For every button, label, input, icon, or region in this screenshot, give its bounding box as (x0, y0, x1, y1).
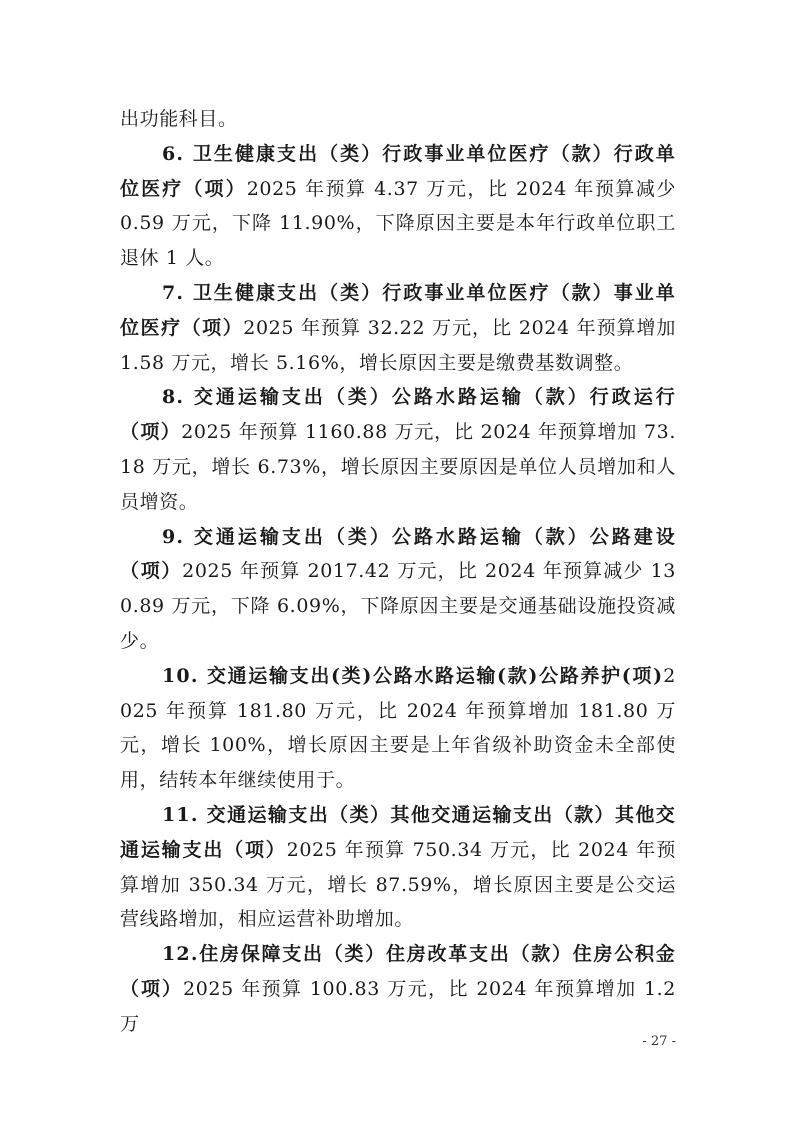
item-heading: 7. 卫生健康支出（类）行政事业单位医疗（款）事业单位医疗（项） (120, 281, 676, 339)
item-heading: 9. 交通运输支出（类）公路水路运输（款）公路建设（项） (120, 525, 676, 583)
item-paragraph-9 (120, 520, 676, 659)
item-heading: 11. 交通运输支出（类）其他交通运输支出（款）其他交通运输支出（项） (120, 803, 676, 861)
item-body: 2025 年预算 100.83 万元，比 2024 年预算增加 1.2 万 (120, 977, 676, 1035)
item-paragraph-8 (120, 380, 676, 519)
intro-text: 出功能科目。 (120, 108, 238, 130)
item-paragraph-6 (120, 137, 676, 276)
item-paragraph-10 (120, 659, 676, 798)
item-paragraph-12 (120, 937, 676, 1041)
item-body: 2025 年预算 32.22 万元，比 2024 年预算增加 1.58 万元，增长 5.16%，增长原因主要是缴费基数调整。 (120, 316, 676, 374)
item-body: 2025 年预算 750.34 万元，比 2024 年预算增加 350.34 万元，增长 87.59%，增长原因主要是公交运营线路增加，相应运营补助增加。 (120, 838, 677, 931)
item-heading: 8. 交通运输支出（类）公路水路运输（款）行政运行（项） (120, 386, 676, 444)
page-number: - 27 - (642, 1034, 676, 1049)
item-paragraph-7 (120, 276, 676, 380)
item-heading: 6. 卫生健康支出（类）行政事业单位医疗（款）行政单位医疗（项） (120, 142, 676, 200)
item-paragraph-11 (120, 798, 676, 937)
item-heading: 12.住房保障支出（类）住房改革支出（款）住房公积金（项） (120, 943, 676, 1000)
item-body: 2025 年预算 181.80 万元，比 2024 年预算增加 181.80 万元，增长 100%，增长原因主要是上年省级补助资金未全部使用，结转本年继续使用于。 (120, 664, 676, 792)
item-body: 2025 年预算 1160.88 万元，比 2024 年预算增加 73.18 万元，增长 6.73%，增长原因主要原因是单位人员增加和人员增资。 (120, 421, 676, 513)
intro-paragraph (120, 102, 676, 137)
document-body (120, 102, 676, 1042)
item-body: 2025 年预算 4.37 万元，比 2024 年预算减少 0.59 万元，下降 11.90%，下降原因主要是本年行政单位职工退休 1 人。 (120, 177, 676, 270)
item-body: 2025 年预算 2017.42 万元，比 2024 年预算减少 130.89 万元，下降 6.09%，下降原因主要是交通基础设施投资减少。 (120, 560, 676, 652)
item-heading: 10. 交通运输支出(类)公路水路运输(款)公路养护(项) (162, 664, 664, 687)
